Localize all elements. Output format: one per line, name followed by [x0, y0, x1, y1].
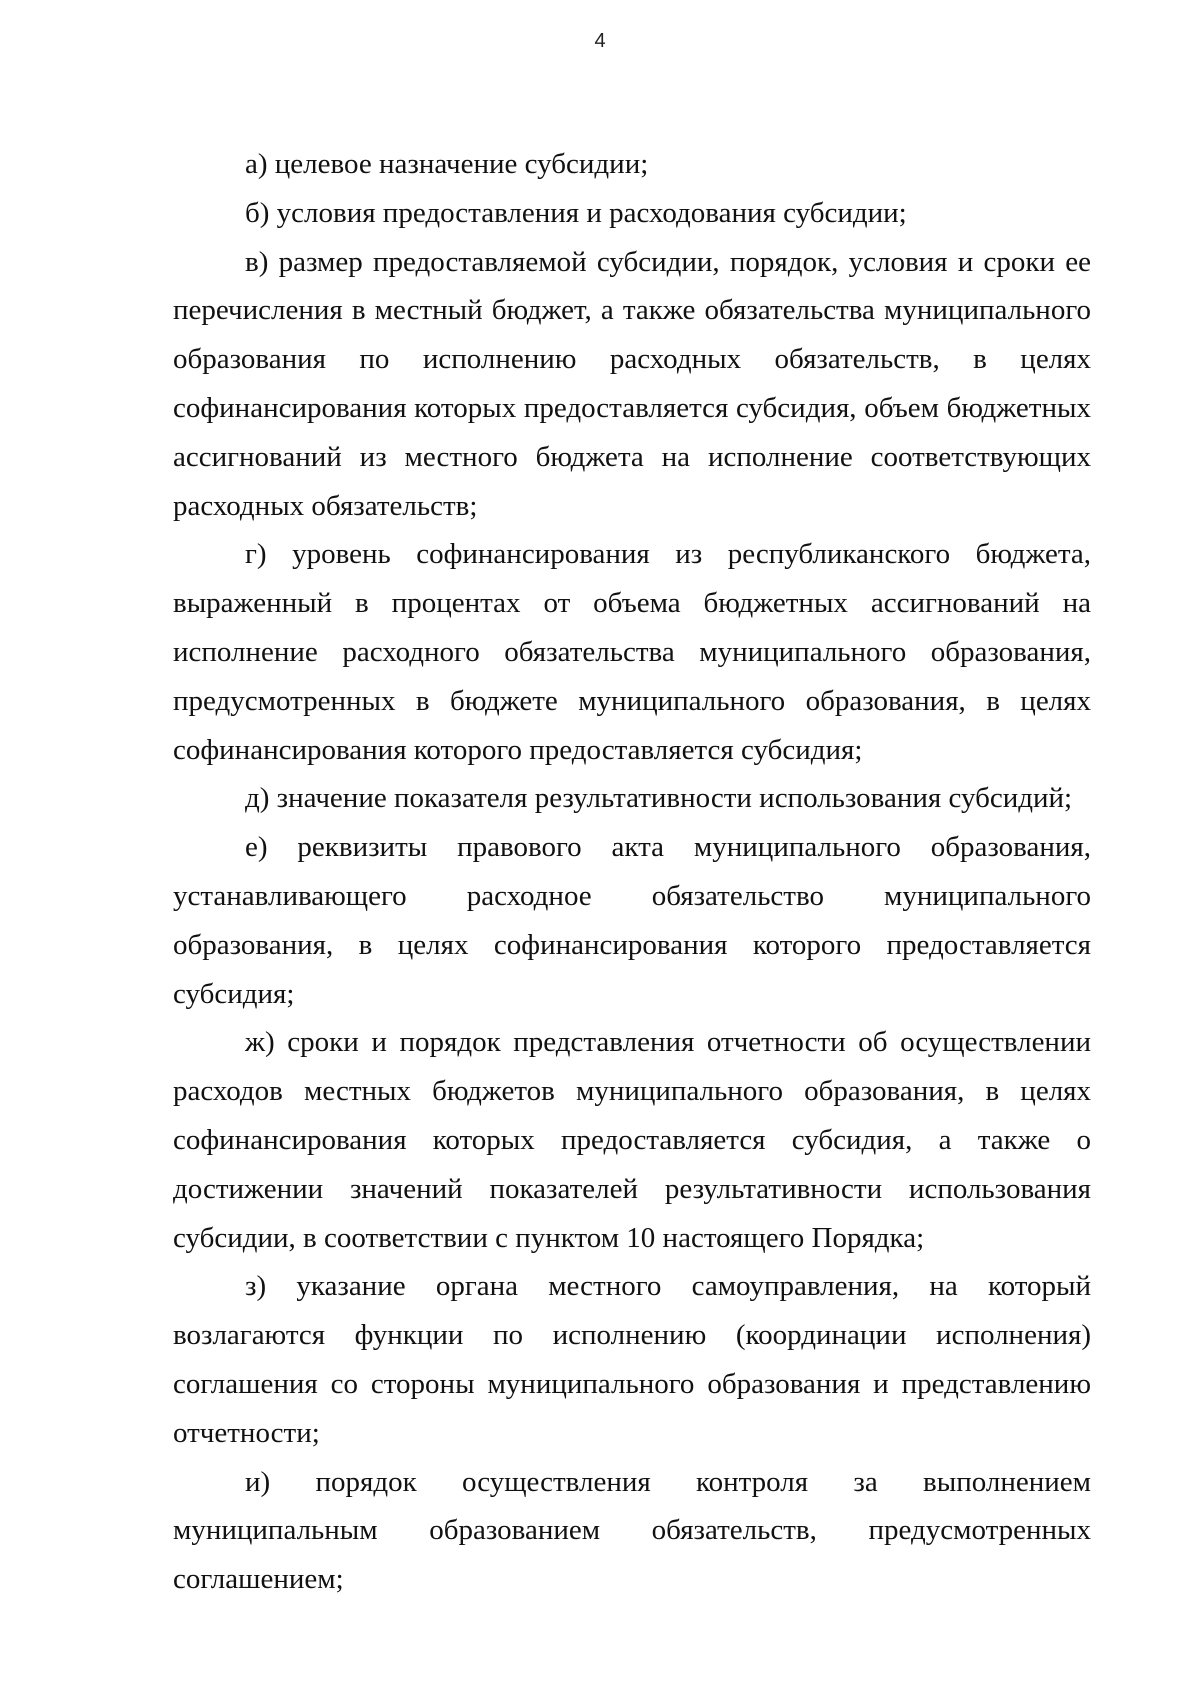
paragraph-b: б) условия предоставления и расходования субсидии; — [245, 196, 907, 229]
paragraph-d: д) значение показателя результативности использования субсидий; — [245, 782, 1073, 815]
paragraph-a: а) целевое назначение субсидии; — [245, 148, 649, 180]
paragraph-v: в) размер предоставляемой субсидии, порядок, условия и сроки ее перечисления в местный бюджет, а также обязательства муниципального образования по исполнению расходных обязательств, в целях софинансирования которых предоставляется субсидия, объем бюджетных ассигнований из местного бюджета на исполнение соответствующих расходных обязательств; — [173, 245, 1091, 522]
document-body — [173, 140, 1091, 1604]
paragraph-e: е) реквизиты правового акта муниципального образования, устанавливающего расходное обязательство муниципального образования, в целях софинансирования которого предоставляется субсидия; — [173, 831, 1091, 1010]
paragraph-zh: ж) сроки и порядок представления отчетности об осуществлении расходов местных бюджетов муниципального образования, в целях софинансирования которых предоставляется субсидия, а также о достижении значений показателей результативности использования субсидии, в соответствии с пунктом 10 настоящего Порядка; — [173, 1026, 1091, 1254]
page-number: 4 — [594, 30, 606, 52]
paragraph-i: и) порядок осуществления контроля за выполнением муниципальным образованием обязательств, предусмотренных соглашением; — [173, 1465, 1091, 1596]
paragraph-g: г) уровень софинансирования из республиканского бюджета, выраженный в процентах от объема бюджетных ассигнований на исполнение расходного обязательства муниципального образования, предусмотренных в бюджете муниципального образования, в целях софинансирования которого предоставляется субсидия; — [173, 538, 1091, 766]
paragraph-z: з) указание органа местного самоуправления, на который возлагаются функции по исполнению (координации исполнения) соглашения со стороны муниципального образования и представлению отчетности; — [173, 1270, 1091, 1449]
